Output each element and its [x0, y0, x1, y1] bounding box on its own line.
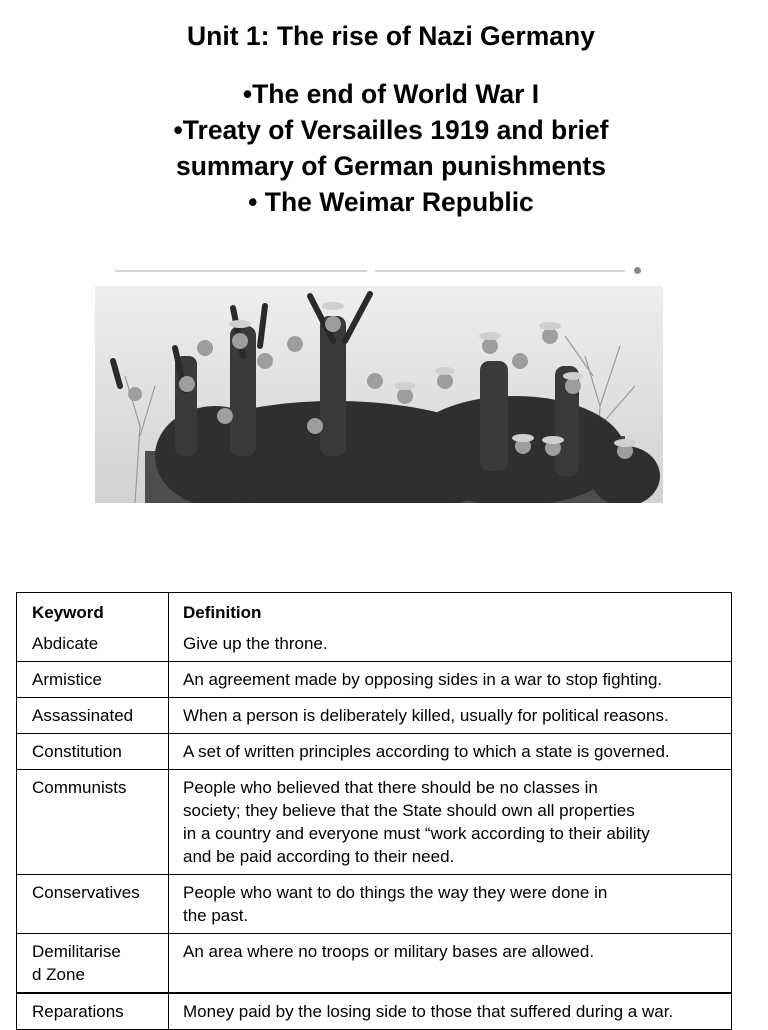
table-row [17, 734, 732, 770]
table-row [17, 662, 732, 698]
soldiers-celebrating-photo [95, 286, 663, 503]
definition-cell [169, 628, 732, 662]
keyword-cell: Armistice [17, 662, 169, 698]
column-header-definition: Definition [169, 593, 732, 629]
definition-line: the past. [183, 906, 249, 925]
page-title: Unit 1: The rise of Nazi Germany [187, 21, 595, 51]
keyword-cell: Assassinated [17, 698, 169, 734]
keywords-table [16, 592, 732, 1030]
topic-bullet-3: • The Weimar Republic [248, 187, 534, 217]
table-row [17, 770, 732, 875]
definition-line: Money paid by the losing side to those that suffered during a war. [183, 1002, 674, 1021]
title-gap [0, 54, 768, 76]
table-row [17, 698, 732, 734]
definition-line: An area where no troops or military bases are allowed. [183, 942, 595, 961]
definition-line: When a person is deliberately killed, usually for political reasons. [183, 706, 669, 725]
definition-cell [169, 875, 732, 934]
definition-line: A set of written principles according to which a state is governed. [183, 742, 670, 761]
definition-line: society; they believe that the State should own all properties [183, 801, 635, 820]
definition-cell [169, 662, 732, 698]
table-row [17, 628, 732, 662]
definition-line: Give up the throne. [183, 634, 328, 653]
definition-line: People who want to do things the way they were done in [183, 883, 608, 902]
topic-bullet-2-continued: summary of German punishments [176, 151, 606, 181]
definition-cell [169, 734, 732, 770]
column-header-keyword: Keyword [17, 593, 169, 629]
keyword-cell: Constitution [17, 734, 169, 770]
keyword-cell: Abdicate [17, 628, 169, 662]
definition-cell [169, 770, 732, 875]
keyword-cell [17, 934, 169, 994]
divider-dot [634, 267, 641, 274]
table-header-row [17, 593, 732, 629]
definition-cell [169, 934, 732, 994]
title-block [0, 18, 768, 220]
keyword-line: d Zone [32, 965, 85, 984]
table-row [17, 875, 732, 934]
topic-bullet-2: •Treaty of Versailles 1919 and brief [173, 115, 609, 145]
definition-line: People who believed that there should be no classes in [183, 778, 598, 797]
definition-line: An agreement made by opposing sides in a war to stop fighting. [183, 670, 663, 689]
keyword-cell: Communists [17, 770, 169, 875]
divider-right [375, 270, 625, 272]
definition-cell [169, 993, 732, 1030]
definition-line: and be paid according to their need. [183, 847, 455, 866]
divider-left [115, 270, 367, 272]
table-row [17, 993, 732, 1030]
keyword-cell: Reparations [17, 993, 169, 1030]
definition-line: in a country and everyone must “work according to their ability [183, 824, 650, 843]
topic-bullet-1: •The end of World War I [242, 79, 540, 109]
keyword-cell: Conservatives [17, 875, 169, 934]
keyword-line: Demilitarise [32, 942, 121, 961]
table-row [17, 934, 732, 994]
definition-cell [169, 698, 732, 734]
